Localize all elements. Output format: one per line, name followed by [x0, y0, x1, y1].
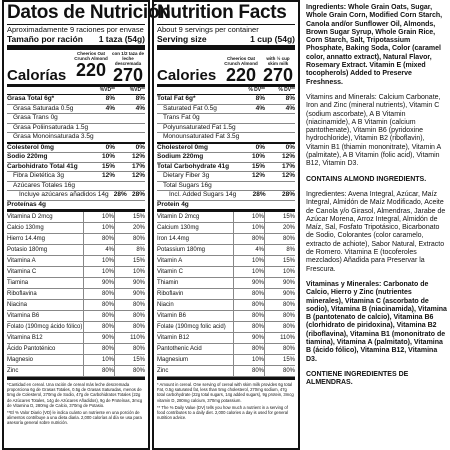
- row-label: Calcio 130mg: [7, 225, 44, 231]
- calories-label: Calorías: [7, 67, 67, 84]
- vitamin-row: [157, 256, 295, 267]
- vitamin-row: [157, 344, 295, 355]
- row-value-cereal: 10%: [83, 355, 114, 365]
- daily-value-header: % DV** % DV**: [157, 87, 295, 95]
- row-label: Pantothenic Acid: [157, 346, 202, 352]
- nutrient-row: [7, 191, 145, 201]
- nutrient-row: [157, 124, 295, 134]
- row-label: Azúcares Totales 16g: [13, 181, 76, 189]
- footnotes: [157, 377, 295, 420]
- row-label: Vitamina A: [7, 258, 36, 264]
- calories-label: Calories: [157, 67, 217, 84]
- row-value-with-milk: 15%: [264, 256, 295, 266]
- row-value-cereal: 12%: [101, 172, 115, 179]
- row-label: Vitamin D 2mcg: [157, 214, 200, 220]
- row-value-with-milk: 80%: [114, 366, 145, 376]
- row-value-cereal: 80%: [233, 366, 264, 376]
- nutrient-row: [7, 153, 145, 163]
- vitamin-row: [7, 311, 145, 322]
- vitamin-row: [7, 223, 145, 234]
- row-label: Vitamina B6: [7, 313, 40, 319]
- row-label: Magnesio: [7, 357, 34, 363]
- row-value-cereal: 0%: [255, 143, 265, 151]
- row-label: Thiamin: [157, 280, 179, 286]
- row-value-with-milk: 10%: [114, 267, 145, 277]
- row-value-cereal: 10%: [83, 212, 114, 222]
- row-label: Magnesium: [157, 357, 189, 363]
- row-value-cereal: 10%: [83, 223, 114, 233]
- serving-size: [157, 34, 295, 50]
- nutrient-row: [7, 182, 145, 192]
- row-value-with-milk: 80%: [114, 322, 145, 332]
- column-header-cereal: Cheerios Oat Crunch Almond: [74, 51, 108, 61]
- calories-cereal: 220: [225, 65, 257, 85]
- allergen-spanish: CONTIENE INGREDIENTES DE ALMENDRAS.: [306, 370, 409, 387]
- vitamin-row: [157, 245, 295, 256]
- vitamin-row: [7, 366, 145, 377]
- row-value-with-milk: 110%: [264, 333, 295, 343]
- row-label: Folate (190mcg folic acid): [157, 324, 226, 330]
- row-value-with-milk: 20%: [114, 223, 145, 233]
- row-label: Potasio 180mg: [7, 247, 48, 253]
- row-label: Zinc: [7, 368, 19, 374]
- vitamin-row: [7, 256, 145, 267]
- row-value-with-milk: 80%: [264, 366, 295, 376]
- row-label: Polyunsaturated Fat 1.5g: [163, 123, 236, 131]
- nutrient-row: [157, 95, 295, 105]
- nutrient-row: [7, 95, 145, 105]
- row-label: Sodium 220mg: [157, 153, 204, 160]
- ingredients-text: [306, 4, 448, 394]
- row-label: Zinc: [157, 368, 169, 374]
- nutrient-row: [157, 153, 295, 163]
- nutrient-row: [157, 105, 295, 115]
- vitamins-minerals-spanish: Vitaminas y Minerales: Carbonato de Calcio, Hierro y Zinc (nutrientes minerales), Vitamina C (ascorbato de sodio), Vitamina B (niacinamida), Vitamina B (pantotenato de calcio), Vitamina B6 (clorhidrato de piridoxina), Vitamina B2 (riboflavina), Vitamina B1 (mononitrato de tiamina), Vitamina A (palmitato), Vitamina B (ácido fólico), Vitamina B12, Vitamina D3.: [306, 280, 447, 363]
- vitamin-row: [157, 223, 295, 234]
- row-label: Sodio 220mg: [7, 153, 48, 160]
- row-label: Vitamin A: [157, 258, 183, 264]
- vitamin-rows: [7, 212, 145, 377]
- row-value-with-milk: 17%: [131, 162, 145, 170]
- calories-row: [157, 50, 295, 87]
- row-label: Vitamina B12: [7, 335, 43, 341]
- row-label: Incl. Added Sugars 14g: [169, 191, 237, 198]
- allergen-english: CONTAINS ALMOND INGREDIENTS.: [306, 175, 427, 183]
- row-value-cereal: 4%: [105, 104, 115, 112]
- row-label: Calcium 130mg: [157, 225, 199, 231]
- footnotes: [7, 377, 145, 426]
- row-value-cereal: 8%: [105, 95, 115, 102]
- ingredients-spanish: Ingredientes: Avena Integral, Azúcar, Maíz Integral, Almidón de Maíz Modificado, Aceite de Canola y/o Girasol, Almendras, Jarabe de Azúcar Morena, Arroz Integral, Almidón de Maíz, Sal, Fosfato Tripotásico, Bicarbonato de Sodio, Colorantes (color caramelo, extracto de achiote), Sabor Natural, Extracto de Romero. Vitamina E (tocoferoles mezclados) Añadida para Preservar la Frescura.: [306, 190, 446, 273]
- nutrient-row: [157, 191, 295, 201]
- vitamin-row: [157, 278, 295, 289]
- row-label: Grasa Monoinsaturada 3.5g: [13, 133, 94, 140]
- row-value-with-milk: 12%: [131, 153, 145, 160]
- row-label: Vitamin C: [157, 269, 183, 275]
- row-value-cereal: 80%: [83, 344, 114, 354]
- row-value-cereal: 80%: [83, 289, 114, 299]
- vitamin-row: [157, 333, 295, 344]
- nutrient-row: [157, 201, 295, 213]
- row-label: Dietary Fiber 3g: [163, 172, 210, 179]
- row-label: Fibra Dietética 3g: [13, 172, 64, 179]
- row-value-cereal: 80%: [233, 344, 264, 354]
- row-label: Grasa Trans 0g: [13, 114, 58, 121]
- row-value-cereal: 10%: [83, 256, 114, 266]
- row-value-cereal: 15%: [101, 162, 115, 170]
- row-value-with-milk: 110%: [114, 333, 145, 343]
- row-value-with-milk: 90%: [264, 278, 295, 288]
- row-value-cereal: 28%: [113, 191, 127, 198]
- calories-cereal: 220: [75, 60, 107, 80]
- vitamin-row: [7, 278, 145, 289]
- vitamin-row: [157, 300, 295, 311]
- row-value-cereal: 10%: [233, 256, 264, 266]
- row-label: Ácido Pantoténico: [7, 346, 56, 352]
- vitamin-row: [7, 322, 145, 333]
- row-value-with-milk: 15%: [264, 355, 295, 365]
- row-label: Niacina: [7, 302, 28, 308]
- row-label: Vitamina D 2mcg: [7, 214, 53, 220]
- vitamin-row: [157, 322, 295, 333]
- row-label: Total Carbohydrate 41g: [157, 162, 230, 170]
- vitamin-row: [157, 311, 295, 322]
- vitamin-row: [157, 234, 295, 245]
- row-value-cereal: 10%: [101, 153, 115, 160]
- row-value-with-milk: 12%: [281, 172, 295, 179]
- row-value-with-milk: 80%: [114, 234, 145, 244]
- footnote-daily-value: **El % Valor Diario (VD) le indica cuánto un nutriente en una porción de alimentos contribuye a una dieta diaria. 2,000 calorías al día se usa para asesoría general sobre nutrición.: [7, 410, 142, 426]
- serving-size-label: Serving size: [157, 34, 207, 44]
- row-value-cereal: 80%: [83, 366, 114, 376]
- row-value-cereal: 15%: [251, 162, 265, 170]
- vitamin-rows: [157, 212, 295, 377]
- nutrient-row: [7, 172, 145, 182]
- row-value-cereal: 12%: [251, 172, 265, 179]
- row-value-with-milk: 4%: [285, 104, 295, 112]
- row-label: Vitamin B12: [157, 335, 190, 341]
- row-value-with-milk: 10%: [264, 267, 295, 277]
- row-label: Cholesterol 0mg: [157, 143, 208, 151]
- row-value-with-milk: 80%: [114, 311, 145, 321]
- row-value-cereal: 80%: [83, 311, 114, 321]
- row-label: Total Fat 6g*: [157, 95, 196, 102]
- vitamin-row: [157, 289, 295, 300]
- column-header-milk: with ½ cup skim milk: [266, 56, 290, 66]
- row-value-cereal: 80%: [233, 234, 264, 244]
- row-value-with-milk: 80%: [114, 344, 145, 354]
- row-label: Monounsaturated Fat 3.5g: [163, 133, 240, 140]
- vitamin-row: [157, 366, 295, 377]
- row-value-cereal: 10%: [233, 223, 264, 233]
- row-label: Riboflavina: [7, 291, 37, 297]
- nutrient-row: [7, 105, 145, 115]
- row-value-cereal: 4%: [255, 104, 265, 112]
- nutrient-row: [7, 163, 145, 173]
- row-value-cereal: 4%: [233, 245, 264, 255]
- footnote-amount: *Cantidad en cereal. Una ración de cereal más leche descremada proporciona 6g de Grasas Totales, 0.5g de Grasas Saturadas, menos de 5mg de Colesterol, 270mg de Sodio, 47g de Carbohidratos Totales (22g de Azúcares Totales, 14g de Azúcares Añadidos), 9g de Proteínas, 3mcg de Vitamina D, 280mg de Calcio, 370mg de Potasio.: [7, 382, 143, 408]
- serving-size-value: 1 taza (54g): [98, 34, 145, 44]
- row-value-with-milk: 15%: [114, 355, 145, 365]
- row-value-cereal: 80%: [233, 300, 264, 310]
- column-header-milk: con 1/2 taza de leche descremada: [111, 51, 144, 66]
- nutrient-row: [157, 163, 295, 173]
- row-value-with-milk: 80%: [264, 234, 295, 244]
- row-value-with-milk: 28%: [281, 191, 295, 198]
- vitamin-row: [157, 355, 295, 366]
- row-value-with-milk: 80%: [264, 344, 295, 354]
- nutrition-panel-english: [152, 0, 300, 450]
- nutrient-row: [157, 114, 295, 124]
- row-value-cereal: 10%: [233, 267, 264, 277]
- vitamin-row: [7, 344, 145, 355]
- vitamin-row: [157, 212, 295, 223]
- row-label: Riboflavin: [157, 291, 184, 297]
- row-value-cereal: 10%: [83, 267, 114, 277]
- row-label: Protein 4g: [157, 200, 189, 208]
- nutrient-row: [157, 144, 295, 154]
- nutrient-row: [7, 114, 145, 124]
- row-value-cereal: 0%: [105, 143, 115, 151]
- calories-with-milk: 270: [112, 65, 144, 85]
- row-label: Folato (190mcg ácido fólico): [7, 324, 83, 330]
- row-value-with-milk: 20%: [264, 223, 295, 233]
- nutrient-row: [157, 172, 295, 182]
- row-value-with-milk: 0%: [285, 143, 295, 151]
- servings-per-container: Aproximadamente 9 raciones por envase: [7, 25, 144, 34]
- nutrient-rows: [7, 95, 145, 212]
- row-value-with-milk: 80%: [114, 300, 145, 310]
- row-value-with-milk: 8%: [114, 245, 145, 255]
- row-label: Vitamina C: [7, 269, 37, 275]
- row-label: Grasa Total 6g*: [7, 95, 55, 102]
- row-value-cereal: 90%: [233, 333, 264, 343]
- vitamin-row: [7, 289, 145, 300]
- calories-row: [7, 50, 145, 87]
- servings-per-container: About 9 servings per container: [157, 24, 295, 34]
- row-value-with-milk: 15%: [264, 212, 295, 222]
- row-value-with-milk: 90%: [264, 289, 295, 299]
- row-label: Grasa Saturada 0.5g: [13, 104, 74, 112]
- column-header-cereal: Cheerios Oat Crunch Almond: [224, 56, 258, 66]
- nutrient-row: [7, 201, 145, 213]
- row-value-with-milk: 17%: [281, 162, 295, 170]
- vitamin-row: [7, 355, 145, 366]
- row-value-cereal: 80%: [83, 234, 114, 244]
- row-value-with-milk: 80%: [264, 300, 295, 310]
- row-value-cereal: 90%: [83, 278, 114, 288]
- row-label: Vitamin B6: [157, 313, 186, 319]
- row-value-with-milk: 8%: [135, 95, 145, 102]
- nutrient-row: [7, 133, 145, 144]
- row-value-with-milk: 15%: [114, 212, 145, 222]
- row-value-cereal: 80%: [83, 300, 114, 310]
- row-value-with-milk: 12%: [131, 172, 145, 179]
- nutrient-row: [157, 182, 295, 192]
- vitamin-row: [7, 212, 145, 223]
- vitamin-row: [7, 245, 145, 256]
- row-value-cereal: 80%: [83, 322, 114, 332]
- serving-size: [7, 34, 145, 50]
- row-label: Grasa Poliinsaturada 1.5g: [13, 123, 89, 131]
- vitamins-minerals-english: Vitamins and Minerals: Calcium Carbonate, Iron and Zinc (mineral nutrients), Vitamin C (sodium ascorbate), A B Vitamin (niacinamide), A B Vitamin (calcium pantothenate), Vitamin B6 (pyridoxine hydrochloride), Vitamin B2 (riboflavin), Vitamin B1 (thiamin mononitrate), Vitamin A (palmitate), A B Vitamin (folic acid), Vitamin B12, Vitamin D3.: [306, 93, 441, 168]
- row-value-cereal: 90%: [233, 278, 264, 288]
- row-value-cereal: 10%: [233, 355, 264, 365]
- row-label: Proteínas 4g: [7, 200, 47, 208]
- serving-size-label: Tamaño por ración: [7, 34, 83, 44]
- row-value-with-milk: 8%: [264, 245, 295, 255]
- row-label: Hierro 14.4mg: [7, 236, 46, 242]
- row-value-cereal: 4%: [83, 245, 114, 255]
- row-value-with-milk: 80%: [264, 311, 295, 321]
- daily-value-header: %VD** %VD**: [7, 87, 145, 95]
- footnote-daily-value: ** The % Daily Value (DV) tells you how much a nutrient in a serving of food contributes to a daily diet. 2,000 calories a day is used for general nutrition advice.: [157, 404, 289, 421]
- nutrient-rows: [157, 95, 295, 212]
- row-value-with-milk: 8%: [285, 95, 295, 102]
- row-label: Trans Fat 0g: [163, 114, 200, 121]
- row-value-with-milk: 12%: [281, 153, 295, 160]
- nutrient-row: [7, 124, 145, 134]
- vitamin-row: [7, 300, 145, 311]
- nutrient-row: [157, 133, 295, 144]
- row-value-with-milk: 90%: [114, 289, 145, 299]
- row-label: Total Sugars 16g: [163, 181, 212, 189]
- row-value-cereal: 28%: [252, 191, 266, 198]
- row-label: Tiamina: [7, 280, 29, 286]
- row-value-with-milk: 15%: [114, 256, 145, 266]
- vitamin-row: [7, 267, 145, 278]
- vitamin-row: [7, 234, 145, 245]
- nutrient-row: [7, 144, 145, 154]
- row-value-with-milk: 0%: [135, 143, 145, 151]
- row-value-cereal: 10%: [233, 212, 264, 222]
- row-value-cereal: 10%: [251, 153, 265, 160]
- row-value-with-milk: 80%: [264, 322, 295, 332]
- calories-with-milk: 270: [262, 65, 294, 85]
- row-value-cereal: 90%: [83, 333, 114, 343]
- row-value-with-milk: 28%: [131, 191, 145, 198]
- footnote-amount: * Amount in cereal. One serving of cereal with skim milk provides 6g total Fat, 0.5g saturated fat, less than 5mg cholesterol, 270mg sodium, 47g total carbohydrate (22g total sugars, 14g added sugars), 9g protein, 3mcg vitamin D, 280mg calcium, 370mg potassium.: [157, 382, 294, 403]
- row-label: Potassium 180mg: [157, 247, 206, 253]
- vitamin-row: [7, 333, 145, 344]
- row-label: Incluye azúcares añadidos 14g: [19, 191, 109, 198]
- row-value-cereal: 8%: [255, 95, 265, 102]
- row-value-cereal: 80%: [233, 289, 264, 299]
- row-label: Saturated Fat 0.5g: [163, 104, 217, 112]
- serving-size-value: 1 cup (54g): [250, 34, 295, 44]
- row-label: Carbohidrato Total 41g: [7, 162, 78, 170]
- panel-title: Datos de Nutrición: [7, 2, 171, 23]
- row-value-cereal: 80%: [233, 311, 264, 321]
- row-label: Colesterol 0mg: [7, 143, 54, 151]
- row-label: Iron 14.4mg: [157, 236, 190, 242]
- vitamin-row: [157, 267, 295, 278]
- row-value-with-milk: 4%: [135, 104, 145, 112]
- panel-title: Nutrition Facts: [157, 2, 287, 23]
- row-label: Niacin: [157, 302, 174, 308]
- ingredients-english: Ingredients: Whole Grain Oats, Sugar, Whole Grain Corn, Modified Corn Starch, Canola and/or Sunflower Oil, Almonds, Brown Sugar Syrup, Whole Grain Rice, Corn Starch, Salt, Tripotassium Phosphate, Baking Soda, Color (caramel color, annatto extract), Natural Flavor, Rosemary Extract. Vitamin E (mixed tocopherols) Added to Preserve Freshness.: [306, 4, 443, 86]
- row-value-with-milk: 90%: [114, 278, 145, 288]
- row-value-cereal: 80%: [233, 322, 264, 332]
